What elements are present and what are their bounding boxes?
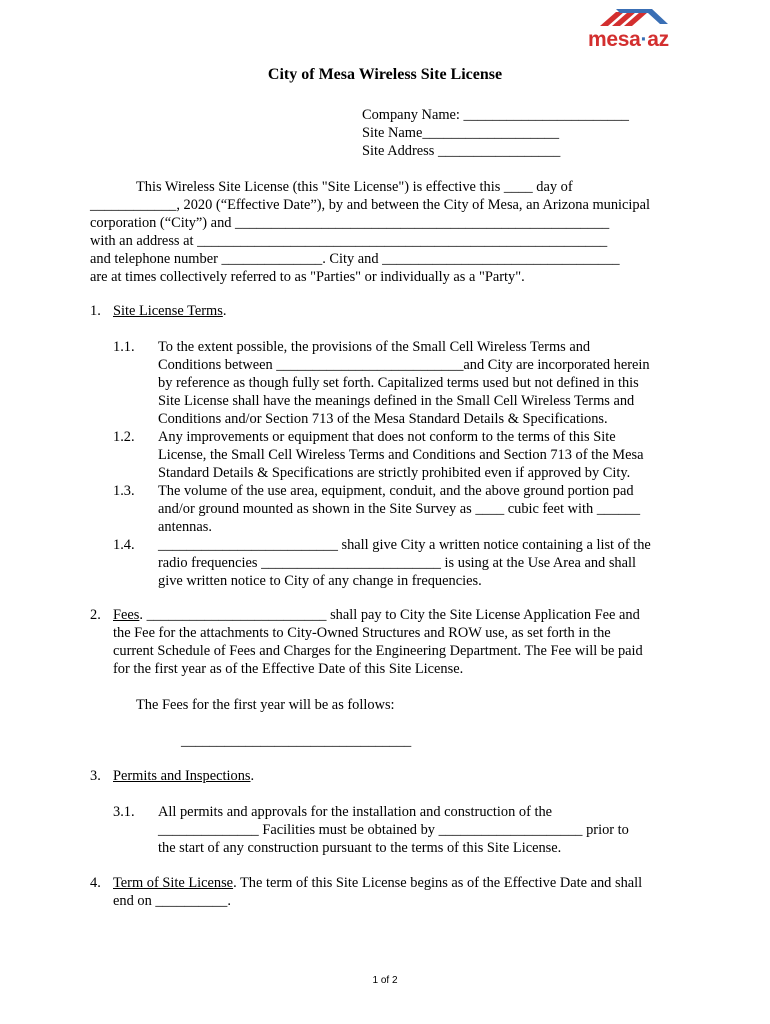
section-2-line: current Schedule of Fees and Charges for the Engineering Department. The Fee will be paid — [113, 643, 643, 659]
fees-intro: The Fees for the first year will be as follows: — [136, 697, 395, 713]
mesa-az-logo — [586, 6, 678, 50]
page-number: 1 of 2 — [372, 975, 398, 986]
item-1-3-line: and/or ground mounted as shown in the Site Survey as ____ cubic feet with ______ — [158, 501, 641, 517]
item-3-1-line: ______________ Facilities must be obtained by ____________________ prior to — [158, 822, 629, 838]
item-1-4-line: radio frequencies _________________________ is using at the Use Area and shall — [158, 555, 636, 571]
item-1-1-number: 1.1. — [113, 339, 135, 355]
section-4-heading: Term of Site License — [113, 875, 234, 891]
section-2-number: 2. — [90, 607, 101, 623]
logo-wordmark: mesa·az — [588, 28, 669, 51]
item-1-4-line: _________________________ shall give City a written notice containing a list of the — [158, 537, 651, 553]
item-1-1-line: To the extent possible, the provisions of the Small Cell Wireless Terms and — [158, 339, 591, 355]
section-4-line: Term of Site License. The term of this Site License begins as of the Effective Date and shall — [113, 875, 643, 891]
item-1-2-number: 1.2. — [113, 429, 135, 445]
roof-icon — [594, 6, 672, 28]
section-2-heading: Fees — [113, 607, 140, 623]
company-name-field: Company Name: _______________________ — [362, 107, 630, 123]
intro-line: with an address at _________________________________________________________ — [90, 233, 608, 249]
site-name-field: Site Name___________________ — [362, 125, 560, 141]
item-3-1-number: 3.1. — [113, 804, 135, 820]
item-3-1-line: All permits and approvals for the installation and construction of the — [158, 804, 553, 820]
item-1-2-line: Any improvements or equipment that does not conform to the terms of this Site — [158, 429, 616, 445]
section-4-line: end on __________. — [113, 893, 231, 909]
section-1-heading: Site License Terms. — [113, 303, 227, 319]
item-3-1-line: the start of any construction pursuant to the terms of this Site License. — [158, 840, 562, 856]
item-1-3-line: antennas. — [158, 519, 212, 535]
item-1-4-number: 1.4. — [113, 537, 135, 553]
item-1-3-number: 1.3. — [113, 483, 135, 499]
item-1-1-line: Conditions between __________________________and City are incorporated herein — [158, 357, 650, 373]
item-1-4-line: give written notice to City of any change in frequencies. — [158, 573, 482, 589]
intro-line: and telephone number ______________. City and _________________________________ — [90, 251, 620, 267]
intro-line: are at times collectively referred to as "Parties" or individually as a "Party". — [90, 269, 525, 285]
intro-line: ____________, 2020 (“Effective Date”), by and between the City of Mesa, an Arizona municipal — [90, 197, 651, 213]
section-1-number: 1. — [90, 303, 101, 319]
intro-line: corporation (“City”) and ____________________________________________________ — [90, 215, 610, 231]
item-1-2-line: Standard Details & Specifications are strictly prohibited even if approved by City. — [158, 465, 631, 481]
item-1-3-line: The volume of the use area, equipment, conduit, and the above ground portion pad — [158, 483, 634, 499]
section-2-line: the Fee for the attachments to City-Owned Structures and ROW use, as set forth in the — [113, 625, 611, 641]
fee-blank: ________________________________ — [181, 733, 412, 749]
section-4-number: 4. — [90, 875, 101, 891]
intro-line: This Wireless Site License (this "Site License") is effective this ____ day of — [136, 179, 573, 195]
item-1-1-line: by reference as though fully set forth. Capitalized terms used but not defined in this — [158, 375, 639, 391]
item-1-2-line: License, the Small Cell Wireless Terms and Conditions and Section 713 of the Mesa — [158, 447, 644, 463]
page-title: City of Mesa Wireless Site License — [267, 66, 503, 83]
item-1-1-line: Conditions and/or Section 713 of the Mesa Standard Details & Specifications. — [158, 411, 608, 427]
item-1-1-line: Site License shall have the meanings defined in the Small Cell Wireless Terms and — [158, 393, 635, 409]
site-address-field: Site Address _________________ — [362, 143, 561, 159]
section-3-number: 3. — [90, 768, 101, 784]
section-2-line: for the first year as of the Effective Date of this Site License. — [113, 661, 464, 677]
section-2-line: Fees. _________________________ shall pay to City the Site License Application Fee and — [113, 607, 640, 623]
section-3-heading: Permits and Inspections. — [113, 768, 255, 784]
